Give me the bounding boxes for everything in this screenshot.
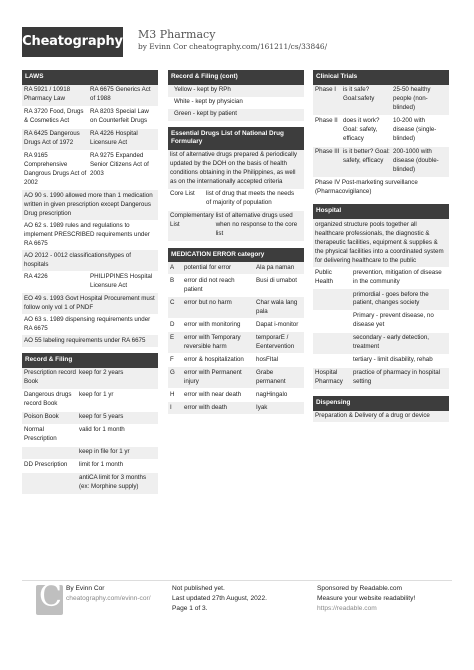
table-row: [168, 319, 304, 332]
trial-phase: Phase I: [315, 86, 336, 94]
table-row: [168, 332, 304, 354]
record-rule: keep for 5 years: [79, 413, 124, 421]
record-filing-section: [22, 353, 158, 494]
table-row: [168, 297, 304, 319]
author-link[interactable]: Evinn Cor: [149, 42, 187, 52]
clinical-trials-section: [313, 70, 449, 198]
law-cell: RA 4226 Hospital Licensure Act: [90, 130, 138, 147]
hospital-desc: secondary - early detection, treatment: [353, 334, 430, 351]
trial-population: 200-1000 with disease (double-blinded): [393, 148, 439, 174]
table-row: [313, 333, 449, 355]
column-1: [22, 70, 158, 501]
hospital-desc: prevention, mitigation of disease in the community: [353, 268, 442, 285]
footer-sponsor: [317, 584, 415, 614]
page-footer: [22, 580, 452, 616]
table-row: [168, 262, 304, 275]
essential-drugs-heading: Essential Drugs List of National Drug Formulary: [168, 127, 304, 150]
error-mnemonic: Busi di umabot: [256, 276, 297, 284]
error-category: G: [170, 368, 175, 376]
record-term: Poison Book: [24, 413, 59, 421]
law-cell: RA 8203 Special Law on Counterfeit Drugs: [90, 108, 149, 125]
error-category: B: [170, 276, 175, 284]
record-rule: antiCA limit for 3 months (ex: Morphine supply): [79, 474, 147, 491]
hospital-term: Hospital Pharmacy: [315, 369, 343, 386]
byline-prefix: by: [138, 42, 147, 52]
clinical-trials-heading: Clinical Trials: [313, 70, 449, 85]
trial-goal: is it safe? Goal:safety: [343, 86, 375, 103]
list-item: Green - kept by patient: [168, 109, 304, 121]
table-row: [313, 289, 449, 311]
list-item: Yellow - kept by RPh: [168, 85, 304, 97]
trial-population: 25-50 healthy people (non-blinded): [393, 86, 431, 112]
law-row: AO 62 s. 1989 rules and regulations to implement PRESCRIBED requirements under RA 6675: [24, 221, 150, 247]
trial-phase: Phase II: [315, 117, 338, 125]
record-term: [24, 474, 79, 492]
medication-error-heading: MEDICATION ERROR category: [168, 248, 304, 263]
table-row: [168, 367, 304, 389]
footer-author-url[interactable]: cheatography.com/evinn-cor/: [66, 594, 151, 602]
hospital-term: Public Health: [315, 268, 333, 285]
table-row: [168, 402, 304, 415]
table-row: [22, 107, 158, 129]
table-row: [22, 425, 158, 447]
cheatography-logo[interactable]: Cheatography: [22, 27, 123, 57]
error-description: error & hospitalization: [184, 355, 244, 363]
error-description: error with death: [184, 403, 227, 411]
error-category: C: [170, 298, 175, 306]
trial-phase-iv: Phase IV Post-marketing surveillance (Pharmacovigilance): [315, 179, 418, 195]
table-row: [22, 368, 158, 390]
hospital-desc: practice of pharmacy in hospital setting: [353, 369, 441, 386]
error-description: error with monitoring: [184, 320, 241, 328]
column-3: [313, 70, 449, 428]
drug-list-desc: list of alternative drugs used when no response to the core list: [215, 212, 298, 238]
error-category: F: [170, 355, 174, 363]
law-cell: RA 9165 Comprehensive Dangrous Drugs Act of 2002: [24, 152, 87, 186]
record-rule: limit for 1 month: [79, 461, 124, 469]
record-term: DD Prescription: [24, 461, 68, 469]
url-link[interactable]: cheatography.com/161211/cs/33846/: [189, 42, 328, 52]
law-row: AO 55 labeling requirements under RA 6675: [22, 335, 158, 347]
drug-list-term: Core List: [170, 190, 195, 198]
hospital-heading: Hospital: [313, 204, 449, 219]
error-description: error with Temporary reversible harm: [184, 333, 241, 350]
error-category: E: [170, 333, 175, 341]
error-mnemonic: Grabe permanent: [256, 368, 286, 385]
table-row: [168, 189, 304, 211]
cheatography-c-icon: C: [39, 579, 62, 614]
footer-status: [172, 584, 267, 614]
drug-list-desc: list of drug that meets the needs of majority of population: [206, 190, 295, 207]
law-row: AO 63 s. 1989 dispensing requirements under RA 6675: [24, 315, 151, 332]
record-filing-heading: Record & Filing: [22, 353, 158, 368]
table-row: [168, 275, 304, 297]
trial-phase: Phase III: [315, 148, 340, 156]
hospital-term: [315, 334, 353, 352]
law-cell: PHILIPPINES Hospital Licensure Act: [90, 272, 153, 289]
hospital-intro: organized structure pools together all healthcare professionals, the diagnostic & therapeutic facilities, equipment & supplies & the physical facilities into a coordinated system for delivering healthcare to the public: [313, 219, 449, 267]
hospital-desc: tertiary - limit disability, rehab: [353, 356, 433, 364]
law-cell: RA 6425 Dangerous Drugs Act of 1972: [24, 130, 80, 147]
law-row: AO 2012 - 0012 classifications/types of hospitals: [22, 250, 158, 271]
laws-heading: LAWS: [22, 70, 158, 85]
table-row: [313, 116, 449, 147]
table-row: [22, 151, 158, 191]
error-mnemonic: Ala pa naman: [256, 263, 295, 271]
error-description: error but no harm: [184, 298, 232, 306]
error-mnemonic: nagHingalo: [256, 390, 288, 398]
record-rule: keep for 1 yr: [79, 391, 114, 399]
list-item: White - kept by physician: [174, 98, 243, 106]
table-row: [313, 147, 449, 178]
dispensing-heading: Dispensing: [313, 396, 449, 411]
byline: [138, 42, 327, 53]
table-row: [22, 271, 158, 293]
table-row: [313, 368, 449, 390]
error-mnemonic: Iyak: [256, 403, 268, 411]
error-mnemonic: hosFItal: [256, 355, 279, 363]
record-term: [24, 448, 79, 457]
footer-published: Not published yet.: [172, 585, 225, 592]
error-category: A: [170, 263, 175, 271]
record-filing-cont-section: [168, 70, 304, 121]
table-row: [22, 412, 158, 425]
hospital-term: [315, 312, 353, 330]
essential-drugs-intro: list of alternative drugs prepared & periodically updated by the DOH on the basis of health conditions obtaining in the Philippines, as well as on the internationally accepted criteria: [168, 150, 304, 189]
table-row: [22, 473, 158, 495]
essential-drugs-section: [168, 127, 304, 242]
law-cell: RA 6675 Generics Act of 1988: [90, 86, 151, 103]
law-row: EO 49 s. 1993 Govt Hospital Procurement must follow only vol 1 of PNDF: [22, 293, 158, 314]
error-mnemonic: Dapat i-monitor: [256, 320, 299, 328]
law-cell: RA 3720 Food, Drugs & Cosmetics Act: [24, 108, 84, 125]
law-cell: RA 9275 Expanded Senior Citizens Act of 2003: [90, 152, 149, 178]
trial-population: 10-200 with disease (single-blinded): [393, 117, 437, 143]
law-cell: RA 4226: [24, 272, 48, 280]
footer-sponsor-text: Measure your website readability!: [317, 594, 416, 602]
error-category: H: [170, 390, 175, 398]
error-mnemonic: temporarE / Eentervention: [256, 333, 295, 350]
footer-sponsor-url[interactable]: https://readable.com: [317, 604, 377, 612]
record-term: Normal Prescription: [24, 426, 57, 443]
hospital-desc: primordial - goes before the patient, changes society: [353, 290, 429, 307]
medication-error-section: [168, 248, 304, 415]
drug-list-term: Complementary List: [170, 212, 214, 229]
footer-author: [66, 584, 151, 604]
law-row: AO 90 s. 1990 allowed more than 1 medication written in given prescription except Dangerous Drug prescription: [22, 190, 158, 220]
title-block: [138, 28, 327, 53]
page-header: [22, 27, 452, 61]
record-term: Dangerous drugs record Book: [24, 391, 72, 408]
trial-goal: is it better? Goal: safety, efficacy: [343, 148, 390, 165]
error-category: D: [170, 320, 175, 328]
record-rule: keep for 2 years: [79, 369, 124, 377]
author-avatar[interactable]: [36, 579, 63, 615]
table-row: [168, 211, 304, 242]
error-description: error with Permanent injury: [184, 368, 242, 385]
hospital-term: [315, 291, 353, 309]
dispensing-row: Preparation & Delivery of a drug or device: [313, 411, 449, 423]
footer-updated: Last updated 27th August, 2022.: [172, 594, 267, 602]
table-row: [22, 390, 158, 412]
table-row: [22, 447, 158, 460]
error-description: potential for error: [184, 263, 232, 271]
dispensing-section: [313, 396, 449, 423]
error-category: I: [170, 403, 172, 411]
table-row: [22, 85, 158, 107]
hospital-section: [313, 204, 449, 389]
table-row: [313, 311, 449, 333]
law-cell: RA 5921 / 10918 Pharmacy Law: [24, 86, 71, 103]
table-row: [313, 355, 449, 368]
hospital-desc: Primary - prevent disease, no disease yet: [353, 312, 434, 329]
table-row: [313, 85, 449, 116]
footer-page: Page 1 of 3.: [172, 604, 208, 612]
trial-goal: does it work? Goal: safety, efficacy: [343, 117, 380, 143]
error-description: error with near death: [184, 390, 242, 398]
record-filing-cont-heading: Record & Filing (cont): [168, 70, 304, 85]
record-term: Prescription record Book: [24, 369, 76, 386]
table-row: [168, 389, 304, 402]
table-row: [168, 354, 304, 367]
table-row: [22, 129, 158, 151]
footer-sponsor-name[interactable]: Sponsored by Readable.com: [317, 585, 403, 592]
table-row: [313, 267, 449, 289]
error-description: error did not reach patient: [184, 276, 235, 293]
laws-section: [22, 70, 158, 347]
footer-by-line[interactable]: By Evinn Cor: [66, 585, 105, 592]
hospital-term: [315, 356, 353, 365]
page-title: M3 Pharmacy: [138, 28, 216, 41]
column-2: [168, 70, 304, 421]
error-mnemonic: Char wala lang pala: [256, 298, 298, 315]
table-row: [22, 460, 158, 473]
record-rule: keep in file for 1 yr: [79, 448, 130, 456]
record-rule: valid for 1 month: [79, 426, 125, 434]
